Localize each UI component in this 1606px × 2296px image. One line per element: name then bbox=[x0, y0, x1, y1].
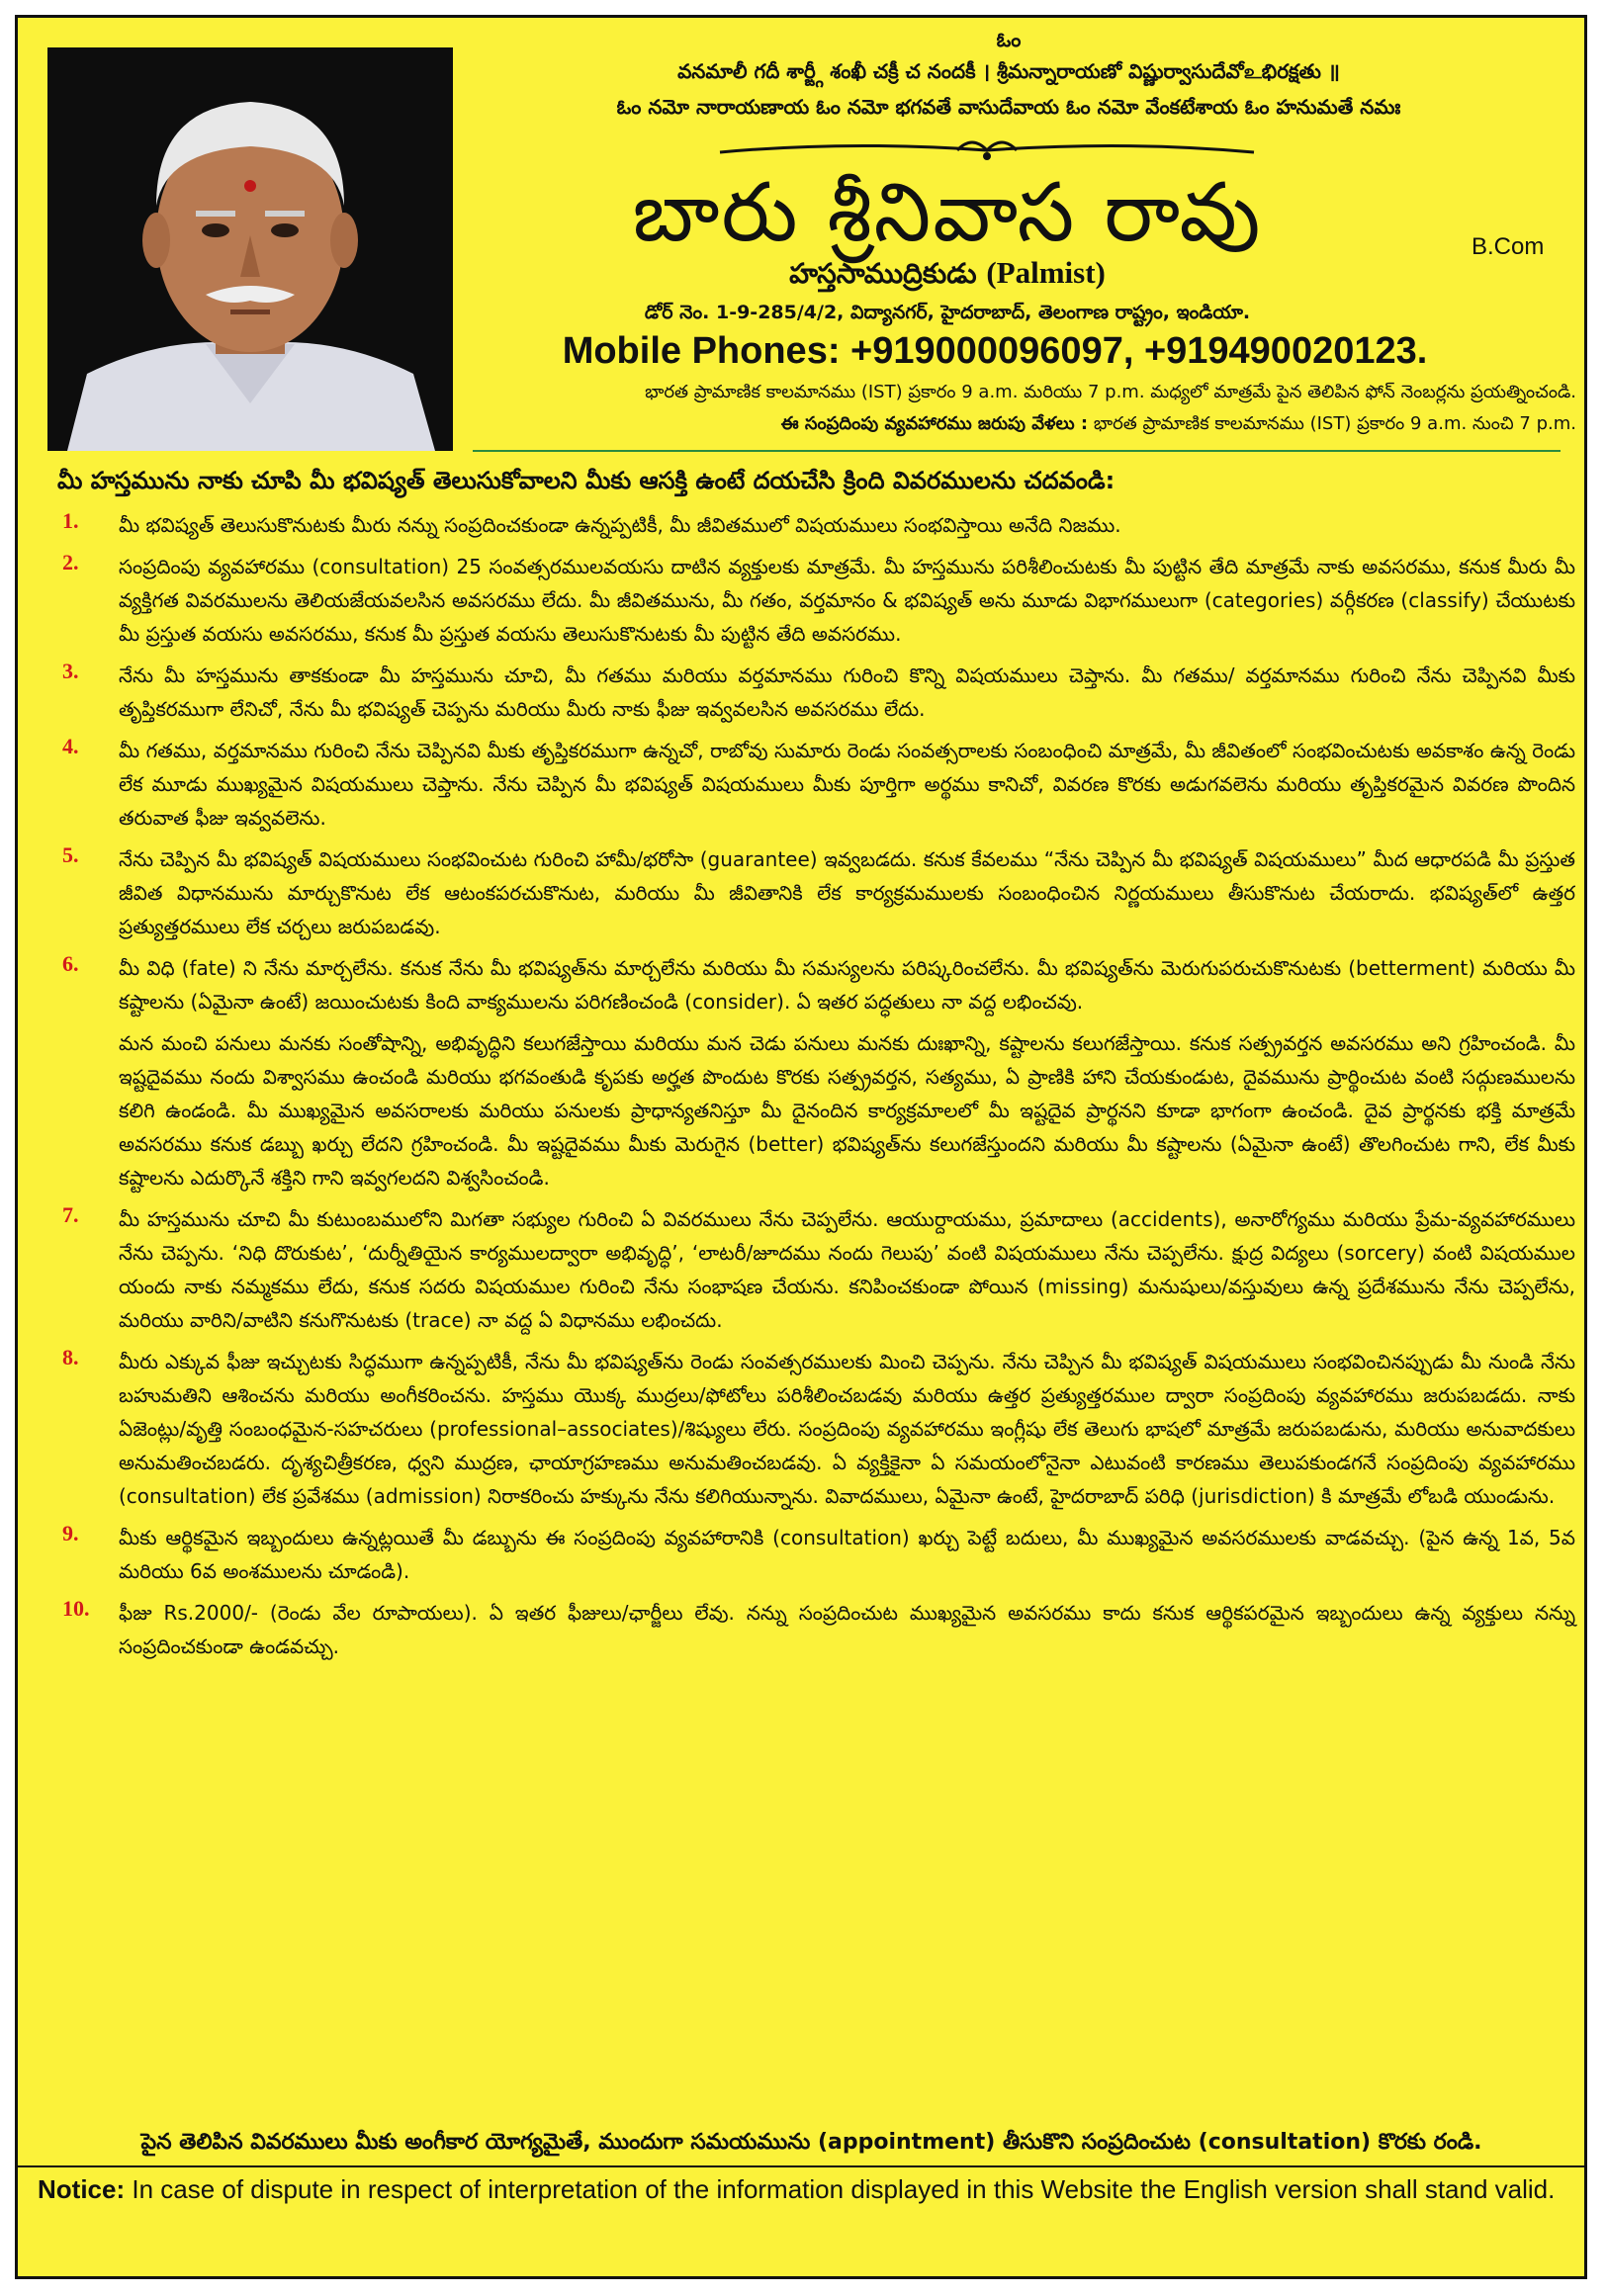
closing-line: పైన తెలిపిన వివరములు మీకు అంగీకార యోగ్యమైతే, ముందుగా సమయమును (appointment) తీసుకొని సంప్రదించుట (consultation) కొరకు రండి. bbox=[140, 2130, 1482, 2155]
term-number: 4. bbox=[62, 734, 79, 758]
term-text: మన మంచి పనులు మనకు సంతోషాన్ని, అభివృద్ధిని కలుగజేస్తాయి మరియు మన చెడు పనులు మనకు దుఃఖాన్ని, కష్టాలను కలుగజేస్తాయి. కనుక సత్ప్రవర్తన అవసరము అని గ్రహించండి. మీ ఇష్టదైవము నందు విశ్వాసము ఉంచండి మరియు భగవంతుడి కృపకు అర్హత పొందుట కొరకు సత్ప్రవర్తన, సత్యము, ఏ ప్రాణికి హాని చేయకుండుట, దైవమును ప్రార్థించుట వంటి సద్గుణములను కలిగి ఉండండి. మీ ముఖ్యమైన అవసరాలకు మరియు పనులకు ప్రాధాన్యతనిస్తూ మీ దైనందిన కార్యక్రమాలలో మీ ఇష్టదైవ ప్రార్థనని కూడా భాగంగా ఉంచండి. దైవ ప్రార్థనకు భక్తి మాత్రమే అవసరము కనుక డబ్బు ఖర్చు లేదని గ్రహించండి. మీ ఇష్టదైవము మీకు మెరుగైన (better) భవిష్యత్‌ను కలుగజేస్తుందని మరియు మీ కష్టాలను (ఏమైనా ఉంటే) తొలగించుట గాని, లేక మీకు కష్టాలను ఎదుర్కొనే శక్తిని గాని ఇవ్వగలదని విశ్వసించండి. bbox=[119, 1031, 1575, 1190]
consultation-hours-value: భారత ప్రామాణిక కాలమానము (IST) ప్రకారం 9 a.m. నుంచి 7 p.m. bbox=[1093, 413, 1576, 434]
term-item bbox=[47, 1596, 1575, 1663]
calling-hours-note: భారత ప్రామాణిక కాలమానము (IST) ప్రకారం 9 a.m. మరియు 7 p.m. మధ్యలో మాత్రమే పైన తెలిపిన ఫోన్ నెంబర్లను ప్రయత్నించండి. bbox=[645, 382, 1576, 402]
term-text: మీ భవిష్యత్ తెలుసుకొనుటకు మీరు నన్ను సంప్రదించకుండా ఉన్నప్పటికీ, మీ జీవితములో విషయములు సంభవిస్తాయి అనేది నిజము. bbox=[119, 513, 1121, 537]
ornament-divider bbox=[710, 131, 1264, 170]
om-symbol: ఓం bbox=[996, 28, 1022, 51]
notice-divider bbox=[15, 2165, 1587, 2167]
term-item bbox=[47, 951, 1575, 1018]
terms-list bbox=[47, 508, 1575, 1671]
term-text: ఫీజు Rs.2000/- (రెండు వేల రూపాయలు). ఏ ఇతర ఫీజులు/ఛార్జీలు లేవు. నన్ను సంప్రదించుట ముఖ్యమైన అవసరము కాదు కనుక ఆర్థికపరమైన ఇబ్బందులు ఉన్న వ్యక్తులు నన్ను సంప్రదించకుండా ఉండవచ్చు. bbox=[119, 1601, 1575, 1658]
term-item bbox=[47, 1345, 1575, 1513]
term-item bbox=[47, 659, 1575, 726]
notice-text: In case of dispute in respect of interpretation of the information displayed in this Website the English version shall stand valid. bbox=[125, 2174, 1556, 2204]
term-item bbox=[47, 550, 1575, 651]
palmist-name: బారు శ్రీనివాస రావు bbox=[632, 166, 1263, 260]
term-number: 8. bbox=[62, 1345, 79, 1369]
profession-title bbox=[463, 255, 1432, 297]
header-rule bbox=[473, 450, 1561, 452]
term-number: 3. bbox=[62, 659, 79, 683]
term-item bbox=[47, 1202, 1575, 1337]
term-item bbox=[47, 508, 1575, 542]
term-number: 6. bbox=[62, 951, 79, 976]
term-text: నేను చెప్పిన మీ భవిష్యత్ విషయములు సంభవించుట గురించి హామీ/భరోసా (guarantee) ఇవ్వబడదు. కనుక కేవలము “నేను చెప్పిన మీ భవిష్యత్ విషయములు” మీద ఆధారపడి మీ ప్రస్తుత జీవిత విధానమును మార్చుకొనుట లేక ఆటంకపరచుకొనుట, మరియు మీ జీవితానికి లేక కార్యక్రమములకు సంబంధించిన నిర్ణయములు తీసుకొనుట చేయరాదు. భవిష్యత్‌లో ఉత్తర ప్రత్యుత్తరములు లేక చర్చలు జరుపబడవు. bbox=[119, 847, 1575, 938]
notice-label: Notice: bbox=[38, 2174, 126, 2204]
term-item bbox=[47, 1521, 1575, 1588]
term-text: మీకు ఆర్థికమైన ఇబ్బందులు ఉన్నట్లయితే మీ డబ్బును ఈ సంప్రదింపు వ్యవహారానికి (consultation) ఖర్చు పెట్టే బదులు, మీ ముఖ్యమైన అవసరములకు వాడవచ్చు. (పైన ఉన్న 1వ, 5వ మరియు 6వ అంశములను చూడండి). bbox=[119, 1526, 1575, 1583]
profession-title-telugu: హస్తసాముద్రికుడు bbox=[789, 257, 977, 290]
mobile-phones: Mobile Phones: +919000096097, +919490020123. bbox=[562, 330, 1428, 372]
term-number: 5. bbox=[62, 842, 79, 867]
term-item bbox=[47, 734, 1575, 835]
term-number: 10. bbox=[62, 1596, 90, 1621]
consultation-hours-label: ఈ సంప్రదింపు వ్యవహారము జరుపు వేళలు : bbox=[780, 413, 1089, 434]
term-number: 7. bbox=[62, 1202, 79, 1227]
term-text: మీ హస్తమును చూచి మీ కుటుంబములోని మిగతా సభ్యుల గురించి ఏ వివరములు నేను చెప్పలేను. ఆయుర్దాయము, ప్రమాదాలు (accidents), అనారోగ్యము మరియు ప్రేమ-వ్యవహారములు నేను చెప్పను. ‘నిధి దొరుకుట’, ‘దుర్నీతియైన కార్యములద్వారా అభివృద్ధి’, ‘లాటరీ/జూదము నందు గెలుపు’ వంటి విషయములు నేను చెప్పలేను. క్షుద్ర విద్యలు (sorcery) వంటి విషయముల యందు నాకు నమ్మకము లేదు, కనుక సదరు విషయముల గురించి నేను సంభాషణ చేయను. కనిపించకుండా పోయిన (missing) మనుషులు/వస్తువులు ఉన్న ప్రదేశమును నేను చెప్పలేను, మరియు వారిని/వాటిని కనుగొనుటకు (trace) నా వద్ద ఏ విధానము లభించదు. bbox=[119, 1207, 1575, 1332]
consultation-hours-note bbox=[374, 413, 1600, 438]
term-text: మీ విధి (fate) ని నేను మార్చలేను. కనుక నేను మీ భవిష్యత్‌ను మార్చలేను మరియు మీ సమస్యలను పరిష్కరించలేను. మీ భవిష్యత్‌ను మెరుగుపరుచుకొనుటకు (betterment) మరియు మీ కష్టాలను (ఏమైనా ఉంటే) జయించుటకు కింది వాక్యములను పరిగణించండి (consider). ఏ ఇతర పద్ధతులు నా వద్ద లభించవు. bbox=[119, 956, 1575, 1014]
term-continuation bbox=[47, 1026, 1575, 1194]
term-item bbox=[47, 842, 1575, 943]
address: డోర్ నెం. 1-9-285/4/2, విద్యానగర్, హైదరాబాద్, తెలంగాణ రాష్ట్రం, ఇండియా. bbox=[644, 302, 1251, 323]
term-text: నేను మీ హస్తమును తాకకుండా మీ హస్తమును చూచి, మీ గతము మరియు వర్తమానము గురించి కొన్ని విషయములు చెప్తాను. మీ గతము/ వర్తమానము గురించి నేను చెప్పినవి మీకు తృప్తికరముగా లేనిచో, నేను మీ భవిష్యత్ చెప్పను మరియు మీరు నాకు ఫీజు ఇవ్వవలసిన అవసరము లేదు. bbox=[119, 663, 1575, 721]
degree: B.Com bbox=[1472, 233, 1545, 260]
term-text: మీ గతము, వర్తమానము గురించి నేను చెప్పినవి మీకు తృప్తికరముగా ఉన్నచో, రాబోవు సుమారు రెండు సంవత్సరాలకు సంబంధించి మాత్రమే, మీ జీవితంలో సంభవించుటకు అవకాశం ఉన్న రెండు లేక మూడు ముఖ్యమైన విషయములు చెప్తాను. నేను చెప్పిన మీ భవిష్యత్ విషయములు మీకు పూర్తిగా అర్థము కానిచో, వివరణ కొరకు అడుగవలెను మరియు తృప్తికరమైన వివరణ పొందిన తరువాత ఫీజు ఇవ్వవలెను. bbox=[119, 739, 1575, 830]
mantra-line-1: వనమాలీ గదీ శార్ఙ్గీ శంఖీ చక్రీ చ నందకీ । శ్రీమన్నారాయణో విష్ణుర్వాసుదేవోஉభిరక్షతు ॥ bbox=[677, 59, 1340, 83]
mantra-line-2: ఓం నమో నారాయణాయ ఓం నమో భగవతే వాసుదేవాయ ఓం నమో వేంకటేశాయ ఓం హనుమతే నమః bbox=[616, 95, 1401, 119]
term-number: 1. bbox=[62, 508, 79, 533]
profession-title-english: (Palmist) bbox=[986, 255, 1106, 290]
notice bbox=[38, 2173, 1561, 2205]
notice-board bbox=[15, 15, 1587, 2279]
term-number: 2. bbox=[62, 550, 79, 574]
term-number: 9. bbox=[62, 1521, 79, 1545]
term-text: సంప్రదింపు వ్యవహారము (consultation) 25 సంవత్సరములవయసు దాటిన వ్యక్తులకు మాత్రమే. మీ హస్తమును పరిశీలించుటకు మీ పుట్టిన తేది మాత్రమే నాకు అవసరము, కనుక మీరు మీ వ్యక్తిగత వివరములను తెలియజేయవలసిన అవసరము లేదు. మీ జీవితమును, మీ గతం, వర్తమానం & భవిష్యత్ అను మూడు విభాగములుగా (categories) వర్గీకరణ (classify) చేయుటకు మీ ప్రస్తుత వయసు అవసరము, కనుక మీ ప్రస్తుత వయసు తెలుసుకొనుటకు మీ పుట్టిన తేది అవసరము. bbox=[119, 555, 1575, 646]
intro-heading: మీ హస్తమును నాకు చూపి మీ భవిష్యత్ తెలుసుకోవాలని మీకు ఆసక్తి ఉంటే దయచేసి క్రింది వివరములను చదవండి: bbox=[57, 467, 1115, 494]
term-text: మీరు ఎక్కువ ఫీజు ఇచ్చుటకు సిద్ధముగా ఉన్నప్పటికీ, నేను మీ భవిష్యత్‌ను రెండు సంవత్సరములకు మించి చెప్పను. నేను చెప్పిన మీ భవిష్యత్ విషయములు సంభవించినప్పుడు మీ నుండి నేను బహుమతిని ఆశించను మరియు అంగీకరించను. హస్తము యొక్క ముద్రలు/ఫోటోలు పరిశీలించబడవు మరియు ఉత్తర ప్రత్యుత్తరముల ద్వారా సంప్రదింపు వ్యవహారము జరుపబడదు. నాకు ఏజెంట్లు/వృత్తి సంబంధమైన-సహచరులు (professional–associates)/శిష్యులు లేరు. సంప్రదింపు వ్యవహారము ఇంగ్లీషు లేక తెలుగు భాషలో మాత్రమే జరుపబడును, మరియు అనువాదకులు అనుమతించబడరు. దృశ్యచిత్రీకరణ, ధ్వని ముద్రణ, ఛాయాగ్రహణము అనుమతించబడవు. ఏ వ్యక్తికైనా ఏ సమయంలోనైనా ఎటువంటి కారణము తెలుపకుండగనే సంప్రదింపు వ్యవహారము (consultation) లేక ప్రవేశము (admission) నిరాకరించు హక్కును నేను కలిగియున్నాను. వివాదములు, ఏమైనా ఉంటే, హైదరాబాద్ పరిధి (jurisdiction) కి మాత్రమే లోబడి యుండును. bbox=[119, 1350, 1575, 1508]
